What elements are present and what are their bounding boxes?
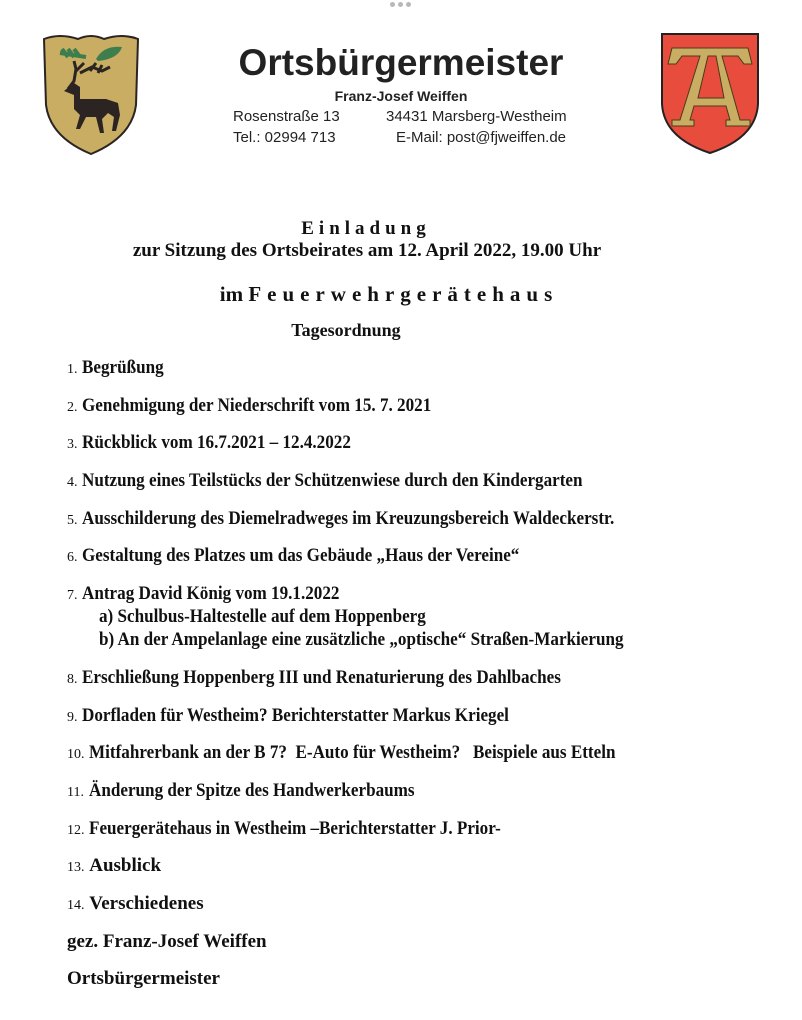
place-prefix: im <box>219 282 244 306</box>
signature-name: gez. Franz-Josef Weiffen <box>67 931 267 952</box>
letterhead-street: Rosenstraße 13 <box>233 108 340 125</box>
invitation-title: Einladung <box>301 218 431 239</box>
invitation-subtitle: zur Sitzung des Ortsbeirates am 12. April 2022, 19.00 Uhr <box>132 240 602 261</box>
agenda-heading: Tagesordnung <box>291 320 401 340</box>
agenda-subitem: a) Schulbus-Haltestelle auf dem Hoppenberg <box>99 606 426 627</box>
agenda-item: 7. Antrag David König vom 19.1.2022 <box>67 583 340 604</box>
agenda-item: 8. Erschließung Hoppenberg III und Renaturierung des Dahlbaches <box>67 667 562 688</box>
letterhead-city: 34431 Marsberg-Westheim <box>386 108 567 125</box>
agenda-subitem: b) An der Ampelanlage eine zusätzliche „optische“ Straßen-Markierung <box>99 629 624 650</box>
letterhead-name: Franz-Josef Weiffen <box>334 88 468 104</box>
letterhead-title: Ortsbürgermeister <box>238 42 564 83</box>
drag-handle[interactable] <box>390 2 411 7</box>
agenda-item: 1. Begrüßung <box>67 357 164 378</box>
letterhead-phone: Tel.: 02994 713 <box>233 129 336 146</box>
agenda-item: 3. Rückblick vom 16.7.2021 – 12.4.2022 <box>67 432 352 453</box>
agenda-item: 10. Mitfahrerbank an der B 7? E-Auto für Westheim? Beispiele aus Etteln <box>67 742 616 763</box>
agenda-item: 12. Feuergerätehaus in Westheim –Berichterstatter J. Prior- <box>67 818 502 839</box>
letterhead-email[interactable]: E-Mail: post@fjweiffen.de <box>396 129 567 146</box>
agenda-item: 11. Änderung der Spitze des Handwerkerbaums <box>67 780 415 801</box>
agenda-item: 5. Ausschilderung des Diemelradweges im Kreuzungsbereich Waldeckerstr. <box>67 508 615 529</box>
place-name: Feuerwehrgerätehaus <box>248 282 559 306</box>
meeting-place <box>0 282 790 307</box>
signature-role: Ortsbürgermeister <box>67 968 220 989</box>
agenda-item: 2. Genehmigung der Niederschrift vom 15. 7. 2021 <box>67 395 432 416</box>
agenda-item: 14. Verschiedenes <box>67 893 204 914</box>
agenda-item: 9. Dorfladen für Westheim? Berichterstatter Markus Kriegel <box>67 705 510 726</box>
agenda-item: 4. Nutzung eines Teilstücks der Schützenwiese durch den Kindergarten <box>67 470 583 491</box>
agenda-item: 6. Gestaltung des Platzes um das Gebäude „Haus der Vereine“ <box>67 545 520 566</box>
agenda-item: 13. Ausblick <box>67 855 162 876</box>
